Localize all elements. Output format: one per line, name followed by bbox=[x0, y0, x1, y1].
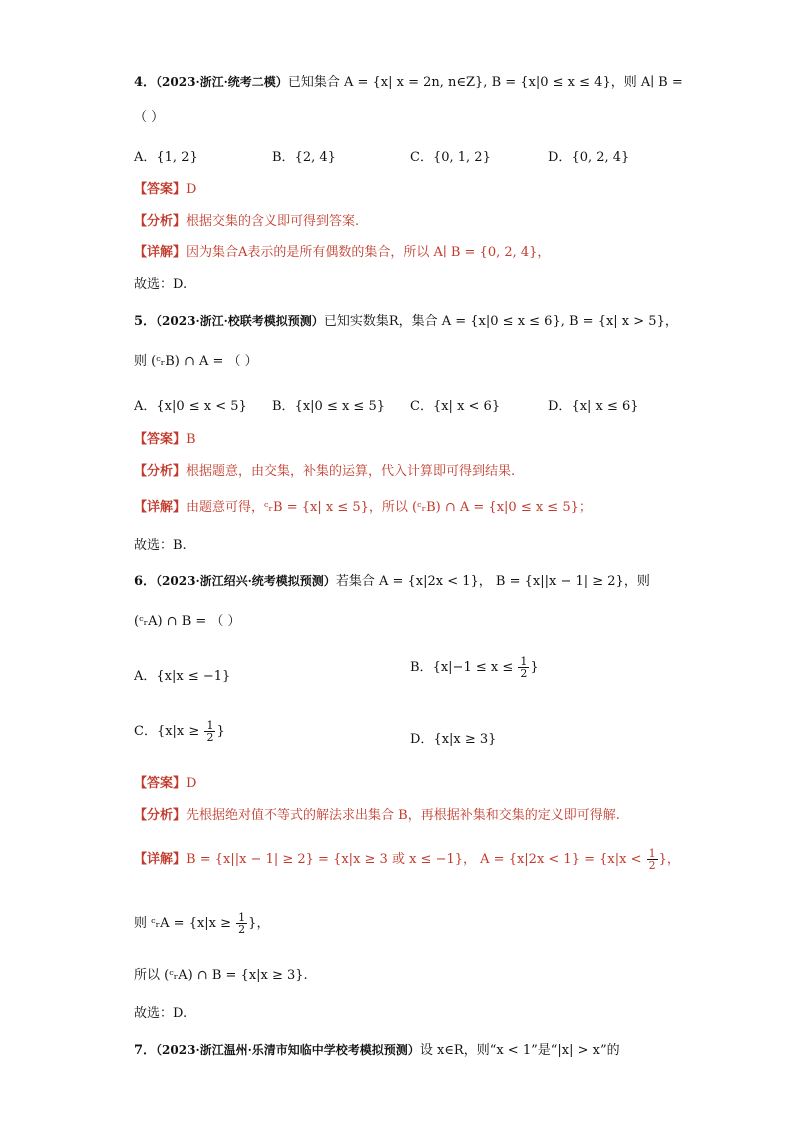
q5-source: （2023·浙江·校联考模拟预测） bbox=[156, 314, 324, 328]
q5-stem-line2: 则 (ᶜᵣB) ∩ A = （ ） bbox=[134, 354, 258, 369]
q6-answer: 【答案】D bbox=[134, 776, 197, 791]
q4-option-d: D．{0, 2, 4} bbox=[548, 150, 630, 165]
q6-option-a: A．{x|x ≤ −1} bbox=[134, 669, 231, 684]
q5-option-b: B．{x|0 ≤ x ≤ 5} bbox=[272, 399, 386, 414]
q6-stem: 若集合 A = {x|2x < 1}， B = {x||x − 1| ≥ 2}，则 bbox=[335, 574, 650, 589]
q5-option-c: C．{x| x < 6} bbox=[410, 399, 501, 414]
q5-stem-line bbox=[134, 311, 684, 332]
q5-number: 5． bbox=[134, 314, 157, 329]
q5-option-d: D．{x| x ≤ 6} bbox=[548, 399, 639, 414]
q6-detail-result: 所以 (ᶜᵣA) ∩ B = {x|x ≥ 3}. bbox=[134, 968, 308, 983]
q6-stem-line bbox=[134, 571, 684, 592]
q4-source: （2023·浙江·统考二模） bbox=[156, 75, 288, 89]
q4-answer: 【答案】D bbox=[134, 182, 197, 197]
q4-stem-line bbox=[134, 72, 684, 93]
q6-detail: 【详解】B = {x||x − 1| ≥ 2} = {x|x ≥ 3 或 x ≤ −1}， A = {x|2x < 1} = {x|x < $\frac{1}{2}$ }， bbox=[134, 847, 680, 872]
q6-option-b-fraction: $\frac{1}{2}$ bbox=[520, 655, 528, 680]
q7-number: 7． bbox=[134, 1043, 157, 1058]
q4-detail: 【详解】因为集合A表示的是所有偶数的集合，所以 A∣ B = {0, 2, 4}， bbox=[134, 245, 551, 260]
q6-option-c: C．{x|x ≥ $\frac{1}{2}$ } bbox=[134, 719, 225, 744]
q6-option-c-fraction: $\frac{1}{2}$ bbox=[206, 719, 214, 744]
q6-analysis: 【分析】先根据绝对值不等式的解法求出集合 B，再根据补集和交集的定义即可得解. bbox=[134, 808, 620, 823]
q6-detail-fraction-a: $\frac{1}{2}$ bbox=[648, 847, 656, 872]
q4-option-b: B．{2, 4} bbox=[272, 150, 336, 165]
q4-analysis: 【分析】根据交集的含义即可得到答案. bbox=[134, 214, 360, 229]
q4-option-a: A．{1, 2} bbox=[134, 150, 198, 165]
q5-conclusion: 故选：B. bbox=[134, 538, 187, 553]
q7-source: （2023·浙江温州·乐清市知临中学校考模拟预测） bbox=[156, 1043, 420, 1057]
q4-conclusion: 故选：D. bbox=[134, 277, 188, 292]
q6-detail-complement: 则 ᶜᵣA = {x|x ≥ $\frac{1}{2}$ }， bbox=[134, 911, 270, 936]
q5-analysis: 【分析】根据题意，由交集，补集的运算，代入计算即可得到结果. bbox=[134, 464, 516, 479]
q5-detail: 【详解】由题意可得，ᶜᵣB = {x| x ≤ 5}，所以 (ᶜᵣB) ∩ A = {x|0 ≤ x ≤ 5}； bbox=[134, 500, 592, 515]
q6-option-b: B．{x|−1 ≤ x ≤ $\frac{1}{2}$ } bbox=[410, 655, 539, 680]
q5-option-a: A．{x|0 ≤ x < 5} bbox=[134, 399, 247, 414]
q6-option-d: D．{x|x ≥ 3} bbox=[410, 732, 497, 747]
q5-answer: 【答案】B bbox=[134, 432, 196, 447]
q4-paren: （ ） bbox=[134, 110, 165, 125]
q6-number: 6． bbox=[134, 574, 157, 589]
q6-conclusion: 故选：D. bbox=[134, 1006, 188, 1021]
q4-stem: 已知集合 A = {x| x = 2n, n∈Z}, B = {x|0 ≤ x ≤ 4}，则 A∣ B = bbox=[287, 75, 683, 90]
q4-option-c: C．{0, 1, 2} bbox=[410, 150, 491, 165]
q6-stem-line2: (ᶜᵣA) ∩ B = （ ） bbox=[134, 614, 241, 629]
q6-detail-fraction-b: $\frac{1}{2}$ bbox=[238, 911, 246, 936]
q7-stem: 设 x∈R，则“x < 1”是“|x| > x”的 bbox=[419, 1043, 620, 1058]
q7-stem-line bbox=[134, 1040, 684, 1061]
q4-number: 4． bbox=[134, 75, 157, 90]
q5-stem: 已知实数集R，集合 A = {x|0 ≤ x ≤ 6}, B = {x| x > 5}， bbox=[323, 314, 678, 329]
q6-source: （2023·浙江绍兴·统考模拟预测） bbox=[156, 574, 336, 588]
